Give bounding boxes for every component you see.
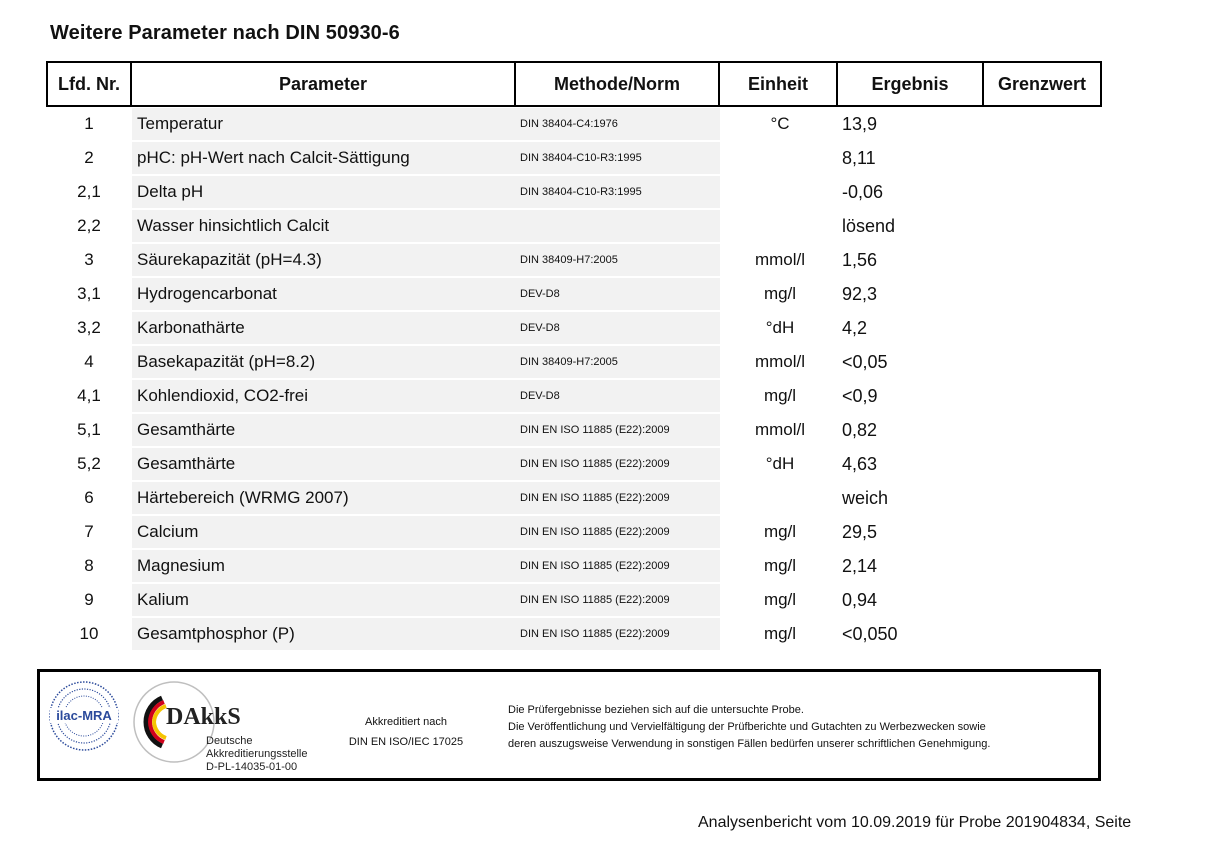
row-ergebnis: 92,3 [842,284,878,304]
row-methode: DIN EN ISO 11885 (E22):2009 [514,516,720,548]
row-methode: DIN 38404-C10-R3:1995 [514,142,720,174]
row-lfd-nr: 3,2 [77,318,101,337]
row-methode: DIN 38409-H7:2005 [514,346,720,378]
row-lfd-nr: 4,1 [77,386,101,405]
row-methode: DEV-D8 [514,380,720,412]
table-row [46,311,1106,345]
table-row [46,549,1106,583]
header-lfd-nr: Lfd. Nr. [46,61,132,107]
header-einheit: Einheit [718,61,838,107]
row-parameter: Gesamthärte [132,448,514,480]
row-methode: DIN EN ISO 11885 (E22):2009 [514,414,720,446]
row-methode [514,210,720,242]
row-parameter: Delta pH [132,176,514,208]
dakks-line-1: Deutsche [206,735,253,747]
note-3: deren auszugsweise Verwendung in sonstigen Fällen bedürfen unserer schriftlichen Genehmigung. [508,738,991,750]
row-methode: DIN EN ISO 11885 (E22):2009 [514,584,720,616]
row-einheit: mg/l [763,624,797,643]
row-ergebnis: 29,5 [842,522,878,542]
row-ergebnis: weich [842,488,889,508]
table-row [46,515,1106,549]
row-ergebnis: 4,63 [842,454,878,474]
row-methode: DIN EN ISO 11885 (E22):2009 [514,482,720,514]
row-ergebnis: 4,2 [842,318,868,338]
row-lfd-nr: 8 [84,556,94,575]
dakks-line-2: Akkreditierungsstelle [206,748,308,760]
row-ergebnis: 1,56 [842,250,878,270]
akk-line-2: DIN EN ISO/IEC 17025 [348,736,464,748]
ilac-logo-text: ilac-MRA [56,708,112,723]
accreditation-statement [336,712,476,752]
row-ergebnis: lösend [842,216,896,236]
row-parameter: Wasser hinsichtlich Calcit [132,210,514,242]
row-ergebnis: <0,9 [842,386,878,406]
row-parameter: Hydrogencarbonat [132,278,514,310]
table-row [46,447,1106,481]
table-row [46,617,1106,651]
row-ergebnis: 0,82 [842,420,878,440]
row-lfd-nr: 2 [84,148,94,167]
row-methode: DIN EN ISO 11885 (E22):2009 [514,448,720,480]
row-ergebnis: 13,9 [842,114,878,134]
row-parameter: Gesamthärte [132,414,514,446]
table-row [46,583,1106,617]
table-body [46,107,1106,651]
row-einheit: mg/l [763,556,797,575]
row-einheit: °C [770,114,790,133]
dakks-logo-text: DAkkS [166,704,241,730]
table-row [46,107,1106,141]
row-parameter: Magnesium [132,550,514,582]
row-parameter: Säurekapazität (pH=4.3) [132,244,514,276]
row-einheit: mg/l [763,284,797,303]
table-row [46,345,1106,379]
header-parameter: Parameter [130,61,516,107]
row-einheit: mmol/l [754,352,806,371]
dakks-id: D-PL-14035-01-00 [206,761,298,773]
row-ergebnis: -0,06 [842,182,884,202]
row-einheit: mg/l [763,522,797,541]
row-parameter: pHC: pH-Wert nach Calcit-Sättigung [132,142,514,174]
row-ergebnis: <0,050 [842,624,898,644]
row-lfd-nr: 10 [79,624,99,643]
row-lfd-nr: 2,1 [77,182,101,201]
row-lfd-nr: 7 [84,522,94,541]
row-einheit: mmol/l [754,420,806,439]
row-einheit [720,481,840,515]
row-lfd-nr: 5,2 [77,454,101,473]
row-einheit: mg/l [763,386,797,405]
accreditation-box [37,669,1101,781]
note-1: Die Prüfergebnisse beziehen sich auf die untersuchte Probe. [508,704,804,716]
row-lfd-nr: 9 [84,590,94,609]
row-methode: DIN 38404-C10-R3:1995 [514,176,720,208]
row-einheit [720,209,840,243]
table-row [46,481,1106,515]
row-parameter: Temperatur [132,108,514,140]
row-parameter: Kalium [132,584,514,616]
table-row [46,277,1106,311]
row-ergebnis: 0,94 [842,590,878,610]
row-lfd-nr: 2,2 [77,216,101,235]
row-einheit: mg/l [763,590,797,609]
header-ergebnis: Ergebnis [836,61,984,107]
note-2: Die Veröffentlichung und Vervielfältigung der Prüfberichte und Gutachten zu Werbezwecken sowie [508,721,986,733]
row-lfd-nr: 4 [84,352,94,371]
header-methode: Methode/Norm [514,61,720,107]
table-row [46,141,1106,175]
row-methode: DEV-D8 [514,312,720,344]
row-methode: DIN 38409-H7:2005 [514,244,720,276]
row-ergebnis: 8,11 [842,148,876,168]
row-parameter: Härtebereich (WRMG 2007) [132,482,514,514]
row-parameter: Basekapazität (pH=8.2) [132,346,514,378]
row-lfd-nr: 3 [84,250,94,269]
page-title: Weitere Parameter nach DIN 50930-6 [50,22,400,44]
table-header [46,61,1102,107]
row-methode: DIN 38404-C4:1976 [514,108,720,140]
table-row [46,413,1106,447]
row-einheit: °dH [765,318,795,337]
row-einheit: mmol/l [754,250,806,269]
page-footer: Analysenbericht vom 10.09.2019 für Probe 201904834, Seite [698,814,1132,831]
row-ergebnis: <0,05 [842,352,888,372]
row-lfd-nr: 3,1 [77,284,101,303]
row-einheit [720,175,840,209]
row-lfd-nr: 6 [84,488,94,507]
row-methode: DIN EN ISO 11885 (E22):2009 [514,550,720,582]
ilac-mra-logo [48,680,120,752]
row-ergebnis: 2,14 [842,556,878,576]
akk-line-1: Akkreditiert nach [365,716,447,728]
row-einheit [720,141,840,175]
legal-notes [508,702,990,753]
table-row [46,209,1106,243]
row-parameter: Karbonathärte [132,312,514,344]
row-einheit: °dH [765,454,795,473]
table-row [46,243,1106,277]
table-row [46,175,1106,209]
row-parameter: Gesamtphosphor (P) [132,618,514,650]
table-row [46,379,1106,413]
dakks-caption [206,735,308,774]
row-parameter: Kohlendioxid, CO2-frei [132,380,514,412]
row-methode: DIN EN ISO 11885 (E22):2009 [514,618,720,650]
row-parameter: Calcium [132,516,514,548]
row-lfd-nr: 1 [84,114,94,133]
row-methode: DEV-D8 [514,278,720,310]
header-grenzwert: Grenzwert [982,61,1102,107]
row-lfd-nr: 5,1 [77,420,101,439]
